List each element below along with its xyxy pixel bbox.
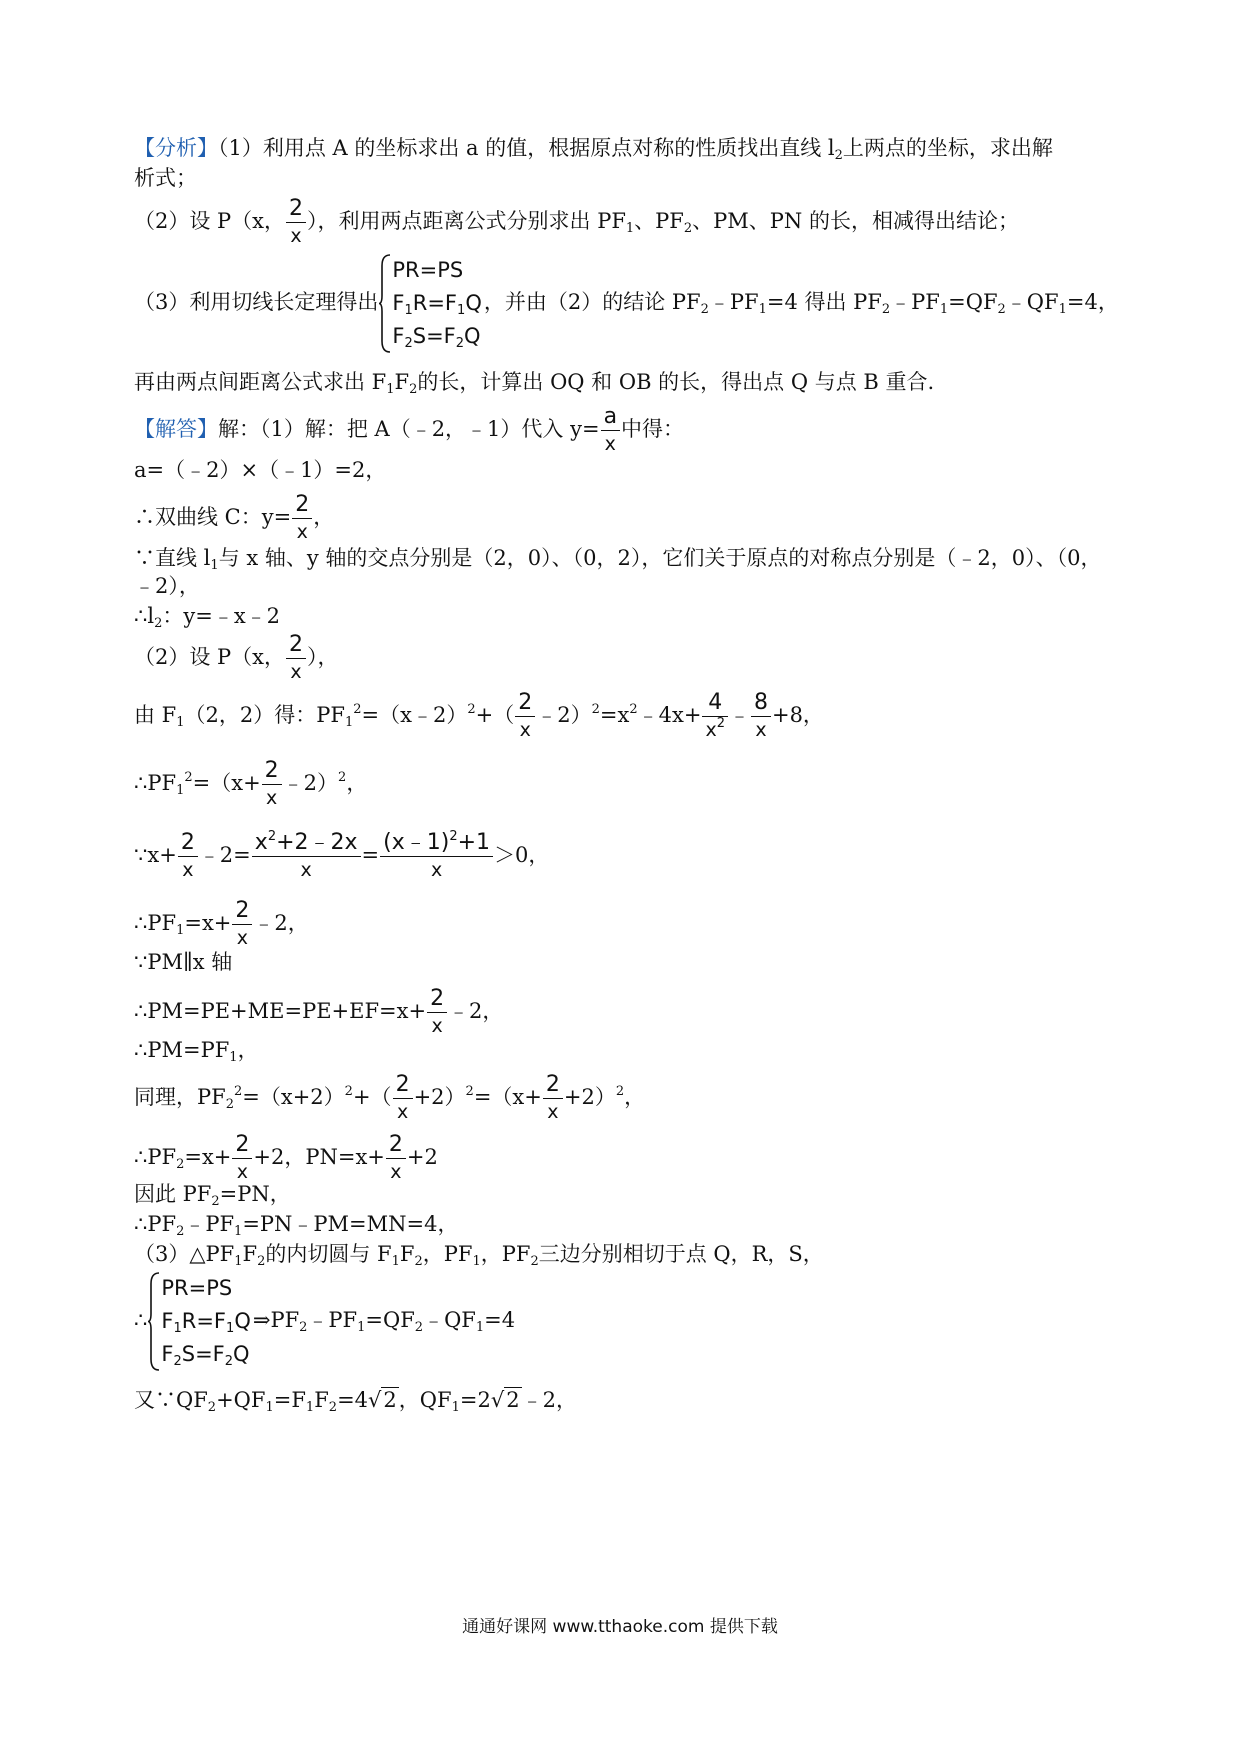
analysis-label: 【分析】 — [134, 136, 218, 160]
answer-line-17: 因此 $PF_2=PN$， — [134, 1182, 291, 1209]
answer-line-5: ﹣2）， — [134, 574, 200, 598]
answer-line-11: $\therefore PF_1=x+$ $\frac{2}{x}$ ﹣2， — [134, 898, 309, 949]
answer-line-4: ∵直线 $l_1$与 x 轴、y 轴的交点分别是（2，0）、（0，2），它们关于原点的对称点分别是（﹣2，0）、（0， — [134, 546, 1102, 573]
answer-line-2: a=（﹣2）×（﹣1）=2， — [134, 458, 387, 482]
analysis-line-4: 再由两点间距离公式求出 $F_1F_2$的长，计算出 OQ 和 OB 的长，得出点 Q 与点 B 重合. — [134, 370, 935, 397]
analysis-line-1: 【分析】（1）利用点 A 的坐标求出 a 的值，根据原点对称的性质找出直线 $l_2$上两点的坐标，求出解 — [134, 136, 1053, 163]
answer-line-16: $\therefore PF_2=x+$ $\frac{2}{x}$ +2，PN=x+ $\frac{2}{x}$ +2 — [134, 1132, 438, 1183]
answer-line-1: 【解答】解：（1）解：把 A（﹣2，﹣1）代入 y= $\frac{a}{x}$ 中得： — [134, 404, 685, 455]
answer-line-6: $\therefore l_2$：y=﹣x﹣2 — [134, 604, 281, 631]
sqrt-2: √2 — [368, 1388, 397, 1412]
answer-line-18: $\therefore PF_2﹣PF_1=PN﹣PM=MN=4$， — [134, 1212, 459, 1239]
answer-line-19: $(3)\triangle PF_1F_2$的内切圆与 $F_1F_2$，$PF_1$，$PF_2$三边分别相切于点 Q，R，S， — [134, 1242, 824, 1269]
answer-line-8: 由 $F_1(2$，2）得：$PF_1^2=(x﹣2)^2+$（ $\frac{2}{x}$ $﹣2)^2=x^2﹣4x+$ $\frac{4}{x^2}$ ﹣ $\frac{8}{x}$ +8， — [134, 690, 824, 741]
sqrt-2b: √2 — [490, 1388, 520, 1412]
answer-label: 【解答】 — [134, 417, 218, 441]
analysis-line-1-cont: 析式； — [134, 166, 197, 190]
fraction-2-over-x: $\frac{2}{x}$ — [286, 196, 306, 249]
analysis-line-2: （2）设 P（x， $\frac{2}{x}$ ），利用两点距离公式分别求出 $PF_1$、$PF_2$、PM、PN 的长，相减得出结论； — [134, 196, 1019, 247]
answer-line-13: ∴PM=PE+ME=PE+EF=x+ $\frac{2}{x}$ ﹣2， — [134, 986, 504, 1037]
equation-system-2: PR=PS $F_1R=F_1Q$ $F_2S=F_2Q$ — [147, 1272, 250, 1371]
answer-line-21: 又$\because QF_2+QF_1=F_1F_2=4√2$，$QF_1=2√2﹣2$， — [134, 1388, 577, 1415]
analysis-line-3: （3）利用切线长定理得出 PR=PS $F_1R=F_1Q$ $F_2S=F_2Q$ ，并由（2）的结论 $PF_2﹣PF_1=4$ 得出 $PF_2﹣PF_1=QF_2﹣QF_1=4$， — [134, 254, 1119, 353]
answer-line-7: （2）设 P（x， $\frac{2}{x}$ ）， — [134, 632, 339, 683]
answer-line-15: 同理，$PF_2^2=(x+2)^2+$（ $\frac{2}{x}$ +2）$^2$=（x+ $\frac{2}{x}$ +2）$^2$， — [134, 1072, 646, 1123]
page-footer: 通通好课网 www.tthaoke.com 提供下载 — [462, 1617, 778, 1637]
answer-line-14: $\therefore PM=PF_1$， — [134, 1038, 259, 1065]
equation-system-1: PR=PS $F_1R=F_1Q$ $F_2S=F_2Q$ — [378, 254, 481, 353]
answer-line-20: ∴ PR=PS $F_1R=F_1Q$ $F_2S=F_2Q$ $\Rightarrow PF_2﹣PF_1=QF_2﹣QF_1=4$ — [134, 1272, 515, 1371]
answer-line-12: ∵PM∥x 轴 — [134, 950, 233, 974]
answer-line-9: $\therefore PF_1^2=(x+$ $\frac{2}{x}$ ﹣2）$^2$， — [134, 758, 368, 809]
answer-line-3: ∴双曲线 C：y= $\frac{2}{x}$ ， — [134, 492, 335, 543]
answer-line-10: ∵x+ $\frac{2}{x}$ ﹣2= $\frac{x^2+2﹣2x}{x}$ = $\frac{(x﹣1)^2+1}{x}$ ＞0， — [134, 829, 550, 881]
